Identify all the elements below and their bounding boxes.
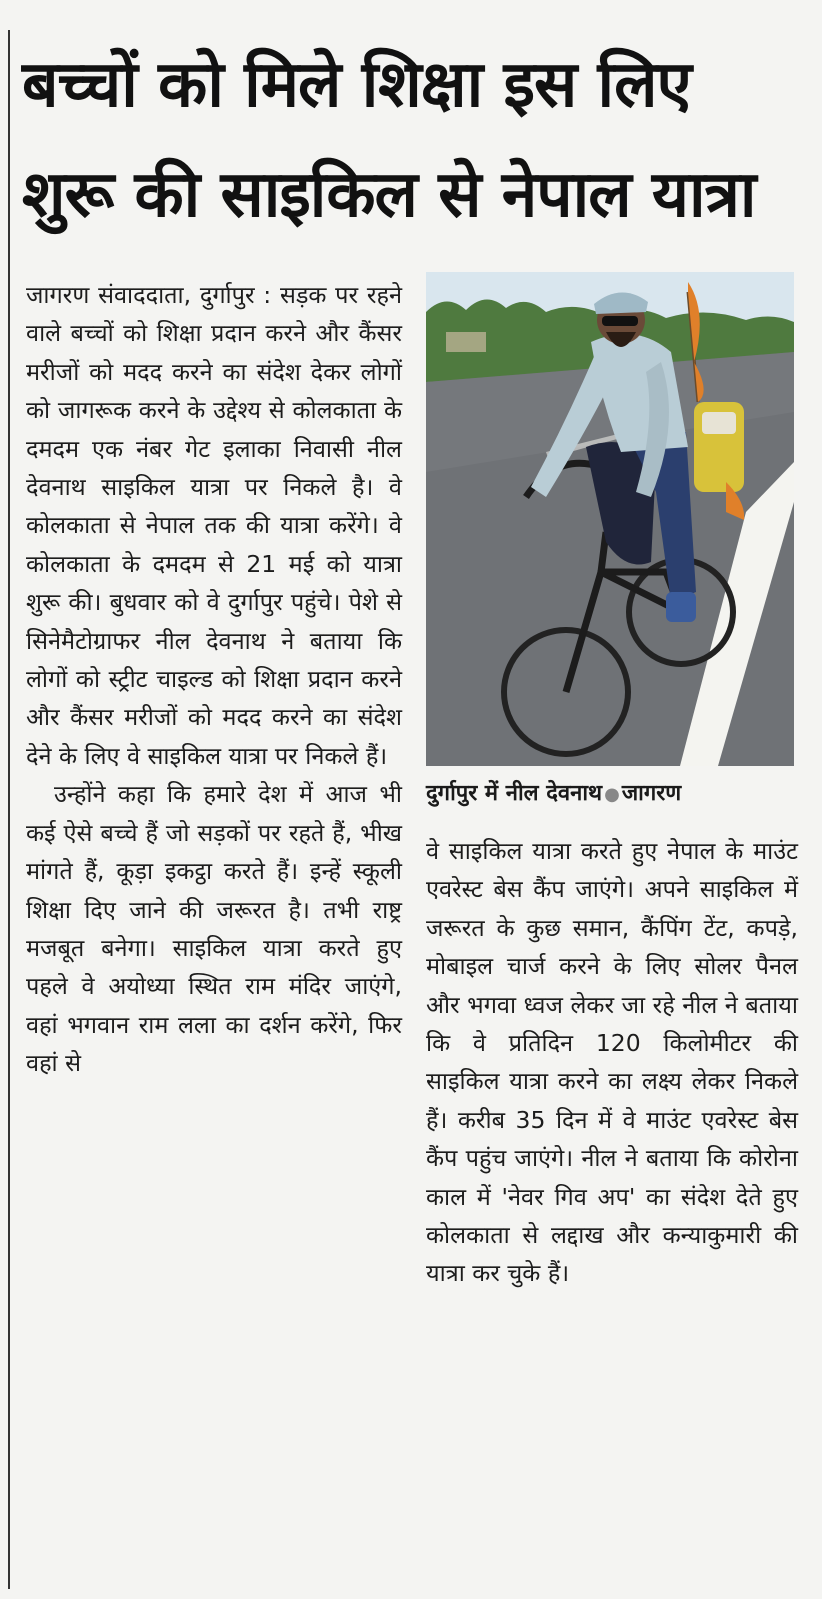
cyclist-photo-illustration xyxy=(426,272,794,766)
headline-line-2: शुरू की साइकिल से नेपाल यात्रा xyxy=(22,158,756,232)
caption-credit: जागरण xyxy=(621,781,682,806)
caption-text: दुर्गापुर में नील देवनाथ xyxy=(426,781,603,806)
article-paragraph-2: उन्होंने कहा कि हमारे देश में आज भी कई ऐसे बच्चे हैं जो सड़कों पर रहते हैं, भीख मांगते हैं, कूड़ा इकट्ठा करते हैं। इन्हें स्कूली शिक्षा दिए जाने की जरूरत है। तभी राष्ट्र मजबूत बनेगा। साइकिल यात्रा करते हुए पहले वे अयोध्या स्थित राम मंदिर जाएंगे, वहां भगवान राम लला का दर्शन करेंगे, फिर वहां से xyxy=(26,780,402,1078)
news-photo xyxy=(426,272,794,766)
headline xyxy=(22,30,812,250)
headline-line-1: बच्चों को मिले शिक्षा इस लिए xyxy=(22,48,691,122)
photo-caption xyxy=(426,778,798,811)
article-paragraph-1: जागरण संवाददाता, दुर्गापुर : सड़क पर रहने वाले बच्चों को शिक्षा प्रदान करने और कैंसर मरीजों को मदद करने का संदेश देकर लोगों को जागरूक करने के उद्देश्य से कोलकाता के दमदम एक नंबर गेट इलाका निवासी नील देवनाथ साइकिल यात्रा पर निकले है। वे कोलकाता से नेपाल तक की यात्रा करेंगे। वे कोलकाता के दमदम से 21 मई को यात्रा शुरू की। बुधवार को वे दुर्गापुर पहुंचे। पेशे से सिनेमैटोग्राफर नील देवनाथ ने बताया कि लोगों को स्ट्रीट चाइल्ड को शिक्षा प्रदान करने और कैंसर मरीजों को मदद करने का संदेश देने के लिए वे साइकिल यात्रा पर निकले हैं। xyxy=(26,281,402,770)
article-column-right xyxy=(426,832,798,1293)
article-column-left xyxy=(26,276,402,1083)
caption-separator: ● xyxy=(604,784,620,805)
article-paragraph-3: वे साइकिल यात्रा करते हुए नेपाल के माउंट एवरेस्ट बेस कैंप जाएंगे। अपने साइकिल में जरूरत के कुछ समान, कैंपिंग टेंट, कपड़े, मोबाइल चार्ज करने के लिए सोलर पैनल और भगवा ध्वज लेकर जा रहे नील ने बताया कि वे प्रतिदिन 120 किलोमीटर की साइकिल यात्रा करने का लक्ष्य लेकर निकले हैं। करीब 35 दिन में वे माउंट एवरेस्ट बेस कैंप पहुंच जाएंगे। नील ने बताया कि कोरोना काल में 'नेवर गिव अप' का संदेश देते हुए कोलकाता से लद्दाख और कन्याकुमारी की यात्रा कर चुके हैं। xyxy=(426,837,798,1288)
page-border xyxy=(8,30,10,1589)
